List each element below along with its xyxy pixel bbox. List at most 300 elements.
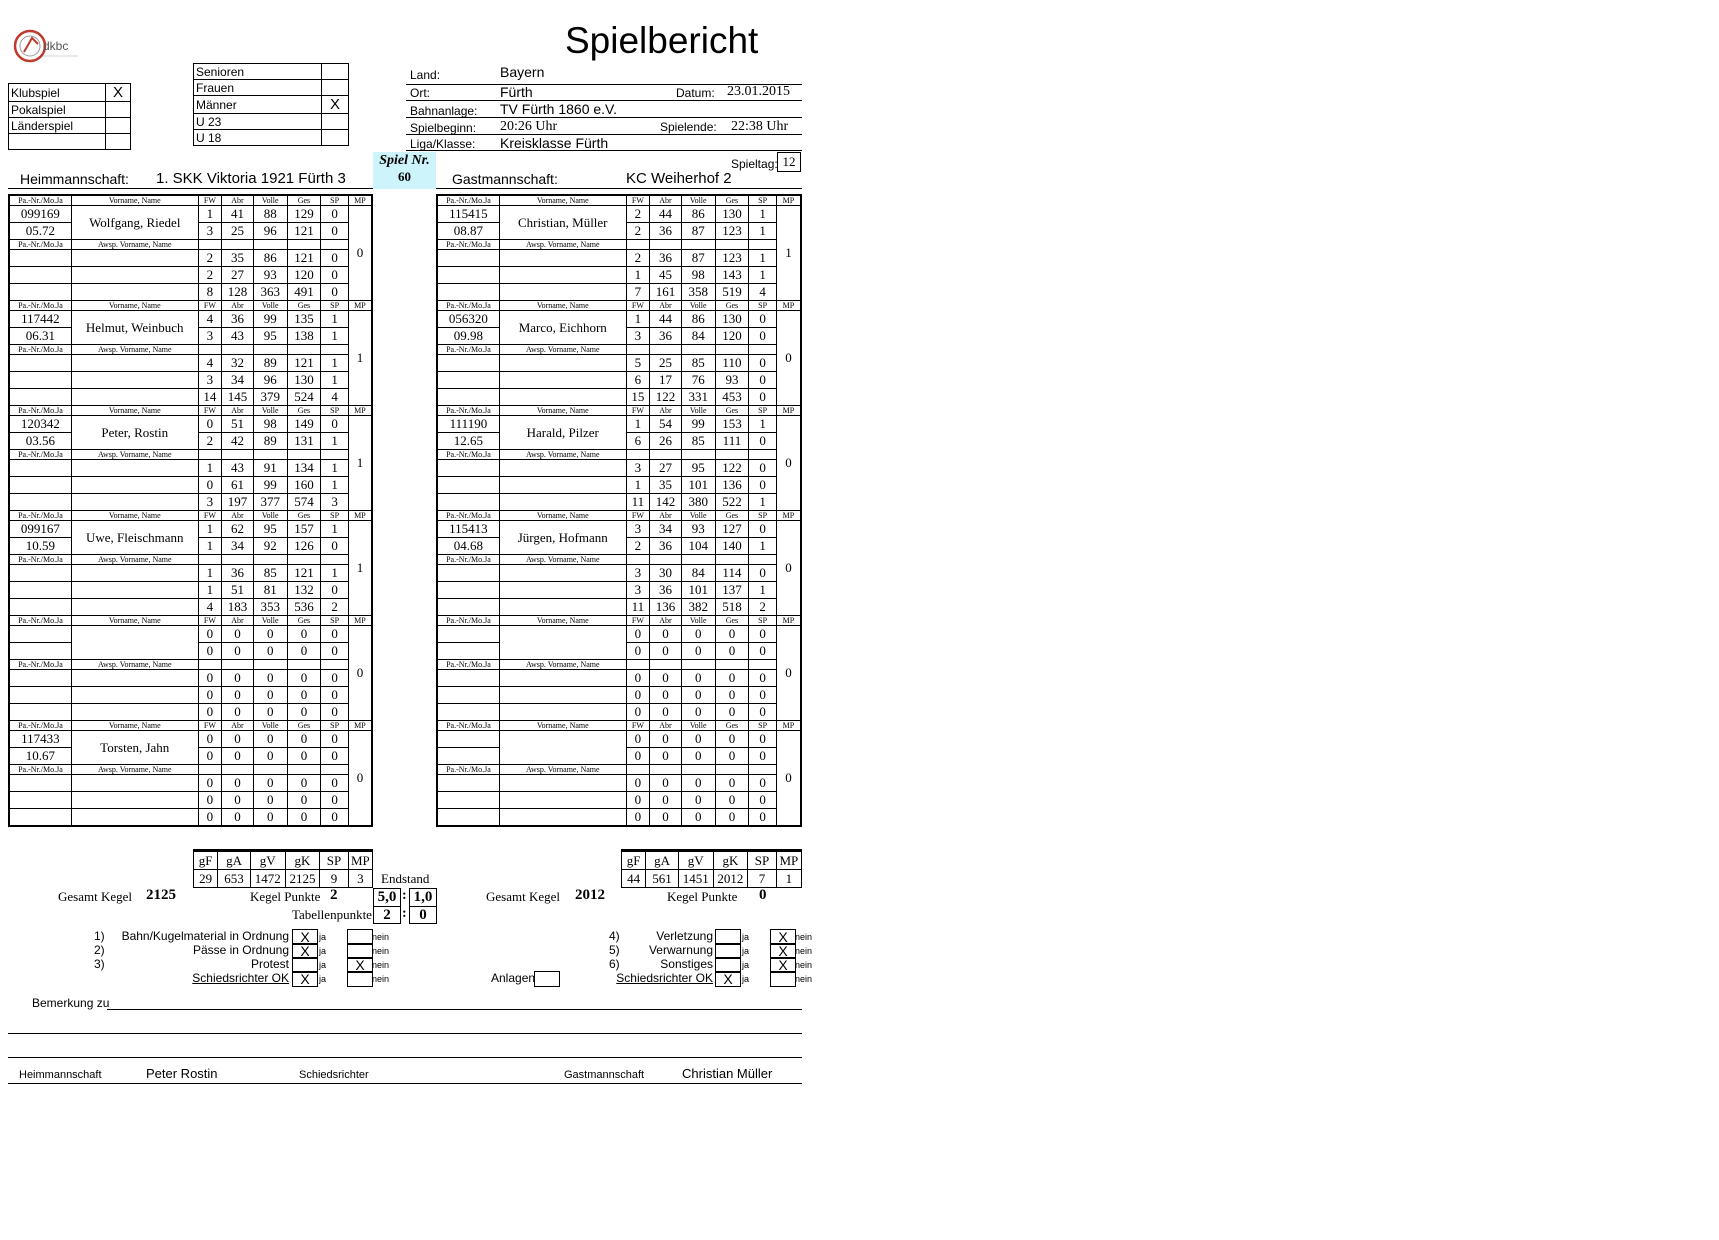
substitute-pa-nr [9, 565, 71, 582]
check-label: Bahn/Kugelmaterial in Ordnung [121, 929, 289, 943]
summary-value: 1 [776, 870, 801, 888]
col-header-name: Vorname, Name [499, 616, 626, 626]
score-cell: 0 [681, 748, 715, 765]
total-row [437, 704, 801, 721]
game-row [9, 521, 372, 538]
substitute-header-row [437, 240, 801, 250]
end-home-score: 5,0 [373, 888, 401, 907]
score-cell: 0 [681, 792, 715, 809]
summary-value: 653 [218, 870, 251, 888]
player-birth: 10.59 [9, 538, 71, 555]
score-cell: 143 [715, 267, 749, 284]
summary-value: 2012 [713, 870, 748, 888]
age-class-checkbox[interactable] [322, 114, 349, 130]
signature-line[interactable] [8, 1083, 802, 1084]
score-cell: 88 [253, 206, 287, 223]
col-header-volle: Volle [681, 406, 715, 416]
check-number: 3) [94, 957, 105, 971]
score-cell: 1 [321, 460, 349, 477]
col-header-ges: Ges [715, 511, 749, 521]
summary-value: 2125 [285, 870, 320, 888]
col-header-fw: FW [198, 721, 222, 731]
total-cell: 0 [650, 809, 682, 827]
total-cell: 358 [681, 284, 715, 301]
empty-cell [222, 240, 254, 250]
substitute-pa-nr [9, 582, 71, 599]
col-header-pa: Pa.-Nr./Mo.Ja [9, 345, 71, 355]
age-class-row [194, 96, 349, 114]
col-header-abr: Abr [650, 511, 682, 521]
game-row [437, 460, 801, 477]
remark-line[interactable] [8, 1057, 802, 1058]
score-cell: 6 [626, 372, 650, 389]
total-cell: 524 [287, 389, 321, 406]
col-header-abr: Abr [222, 406, 254, 416]
score-cell: 0 [749, 626, 777, 643]
substitute-pa-nr [9, 267, 71, 284]
game-row [9, 792, 372, 809]
score-cell: 0 [198, 670, 222, 687]
total-cell: 379 [253, 389, 287, 406]
score-cell: 3 [626, 521, 650, 538]
remark-line[interactable] [8, 1033, 802, 1034]
score-cell: 0 [222, 626, 254, 643]
empty-cell [9, 599, 71, 616]
total-cell: 1 [749, 494, 777, 511]
total-row [437, 809, 801, 827]
total-cell: 136 [650, 599, 682, 616]
player-mp: 1 [348, 521, 372, 616]
game-row [437, 687, 801, 704]
empty-cell [321, 450, 349, 460]
score-cell: 3 [626, 460, 650, 477]
col-header-pa: Pa.-Nr./Mo.Ja [437, 765, 499, 775]
game-type-row [9, 84, 131, 102]
empty-cell [437, 494, 499, 511]
substitute-name [499, 792, 626, 809]
col-header-awsp: Awsp. Vorname, Name [499, 450, 626, 460]
col-header-volle: Volle [253, 406, 287, 416]
age-class-row [194, 114, 349, 130]
player-name: Jürgen, Hofmann [499, 521, 626, 555]
summary-header: gF [622, 851, 646, 870]
score-cell: 42 [222, 433, 254, 450]
score-cell: 132 [287, 582, 321, 599]
empty-cell [437, 284, 499, 301]
score-cell: 1 [749, 582, 777, 599]
home-gesamt-value: 2125 [146, 887, 176, 903]
score-cell: 0 [198, 687, 222, 704]
summary-header: SP [320, 851, 348, 870]
ja-label: ja [742, 946, 750, 956]
game-row [9, 731, 372, 748]
score-cell: 0 [321, 748, 349, 765]
score-cell: 36 [650, 250, 682, 267]
score-cell: 0 [321, 416, 349, 433]
score-cell: 1 [198, 565, 222, 582]
empty-cell [321, 660, 349, 670]
empty-cell [71, 389, 198, 406]
score-cell: 0 [321, 792, 349, 809]
summary-header: gF [194, 851, 218, 870]
score-cell: 3 [626, 582, 650, 599]
summary-header: gA [218, 851, 251, 870]
score-cell: 0 [198, 643, 222, 660]
score-cell: 0 [626, 792, 650, 809]
col-header-fw: FW [626, 511, 650, 521]
score-cell: 120 [715, 328, 749, 345]
check-label: Schiedsrichter OK [192, 971, 289, 985]
score-cell: 86 [681, 311, 715, 328]
total-cell: 382 [681, 599, 715, 616]
liga-label: Liga/Klasse: [410, 137, 476, 151]
score-cell: 0 [287, 670, 321, 687]
total-cell: 491 [287, 284, 321, 301]
ja-checkbox[interactable]: X [715, 971, 741, 987]
home-summary-table [193, 849, 373, 888]
score-cell: 2 [198, 267, 222, 284]
empty-cell [626, 660, 650, 670]
game-row [9, 477, 372, 494]
header-row [437, 511, 801, 521]
col-header-ges: Ges [715, 616, 749, 626]
col-header-awsp: Awsp. Vorname, Name [71, 450, 198, 460]
empty-cell [321, 765, 349, 775]
total-cell: 380 [681, 494, 715, 511]
score-cell: 101 [681, 477, 715, 494]
score-cell: 2 [198, 433, 222, 450]
score-cell: 98 [253, 416, 287, 433]
age-class-label: U 23 [194, 114, 322, 130]
col-header-name: Vorname, Name [499, 301, 626, 311]
col-header-awsp: Awsp. Vorname, Name [499, 660, 626, 670]
score-cell: 0 [198, 775, 222, 792]
empty-cell [437, 389, 499, 406]
game-row [9, 460, 372, 477]
check-number: 1) [94, 929, 105, 943]
age-class-checkbox[interactable] [322, 64, 349, 80]
spiel-nr-label: Spiel Nr. [379, 153, 430, 168]
score-cell: 0 [626, 775, 650, 792]
nein-checkbox[interactable]: X [347, 957, 373, 973]
col-header-pa: Pa.-Nr./Mo.Ja [9, 406, 71, 416]
col-header-fw: FW [198, 406, 222, 416]
summary-header: gA [646, 851, 679, 870]
game-type-checkbox[interactable] [106, 118, 131, 134]
score-cell: 120 [287, 267, 321, 284]
score-cell: 136 [715, 477, 749, 494]
player-mp: 0 [348, 206, 372, 301]
empty-cell [499, 599, 626, 616]
age-class-checkbox[interactable] [322, 130, 349, 146]
total-cell: 331 [681, 389, 715, 406]
total-cell: 0 [222, 704, 254, 721]
ende-label: Spielende: [660, 120, 717, 134]
score-cell: 1 [749, 538, 777, 555]
player-pa-nr: 056320 [437, 311, 499, 328]
spieltag-label: Spieltag: [731, 157, 778, 171]
nein-checkbox[interactable]: X [770, 957, 796, 973]
col-header-mp: MP [348, 406, 372, 416]
score-cell: 3 [626, 565, 650, 582]
score-cell: 0 [321, 643, 349, 660]
header-row [437, 195, 801, 206]
age-class-checkbox[interactable]: X [322, 96, 349, 114]
bahn-value: TV Fürth 1860 e.V. [500, 101, 617, 117]
total-cell: 0 [321, 704, 349, 721]
anlagen-box[interactable] [534, 971, 560, 987]
score-cell: 121 [287, 355, 321, 372]
score-cell: 0 [626, 626, 650, 643]
score-cell: 130 [715, 311, 749, 328]
score-cell: 0 [198, 477, 222, 494]
player-name: Helmut, Weinbuch [71, 311, 198, 345]
score-cell: 3 [198, 223, 222, 240]
score-cell: 111 [715, 433, 749, 450]
empty-cell [287, 450, 321, 460]
col-header-volle: Volle [253, 195, 287, 206]
col-header-abr: Abr [650, 406, 682, 416]
score-cell: 0 [287, 626, 321, 643]
col-header-awsp: Awsp. Vorname, Name [71, 240, 198, 250]
col-header-mp: MP [348, 616, 372, 626]
datum-value: 23.01.2015 [727, 84, 790, 99]
col-header-ges: Ges [287, 301, 321, 311]
score-cell: 0 [650, 626, 682, 643]
player-mp: 0 [776, 731, 801, 827]
col-header-fw: FW [198, 616, 222, 626]
total-cell: 4 [321, 389, 349, 406]
total-row [437, 599, 801, 616]
col-header-pa: Pa.-Nr./Mo.Ja [437, 450, 499, 460]
col-header-abr: Abr [650, 195, 682, 206]
col-header-ges: Ges [287, 511, 321, 521]
game-row [9, 565, 372, 582]
age-class-label: Frauen [194, 80, 322, 96]
col-header-name: Vorname, Name [499, 406, 626, 416]
logo-text: dkbc [43, 39, 69, 53]
substitute-pa-nr [9, 792, 71, 809]
score-cell: 0 [321, 626, 349, 643]
guest-player-table [436, 194, 802, 827]
ja-checkbox[interactable]: X [292, 971, 318, 987]
col-header-ges: Ges [287, 616, 321, 626]
score-cell: 160 [287, 477, 321, 494]
age-class-checkbox[interactable] [322, 80, 349, 96]
liga-value: Kreisklasse Fürth [500, 135, 609, 151]
col-header-awsp: Awsp. Vorname, Name [71, 345, 198, 355]
empty-cell [715, 345, 749, 355]
summary-header: MP [348, 851, 372, 870]
ja-label: ja [742, 960, 750, 970]
total-cell: 0 [222, 809, 254, 827]
ende-value: 22:38 Uhr [731, 119, 789, 134]
beginn-value: 20:26 Uhr [500, 119, 558, 134]
col-header-volle: Volle [681, 301, 715, 311]
summary-value: 1451 [678, 870, 713, 888]
age-class-row [194, 130, 349, 146]
total-cell: 0 [715, 704, 749, 721]
substitute-name [71, 250, 198, 267]
empty-cell [287, 555, 321, 565]
ja-label: ja [319, 974, 327, 984]
score-cell: 0 [749, 433, 777, 450]
score-cell: 104 [681, 538, 715, 555]
score-cell: 0 [681, 775, 715, 792]
total-row [9, 809, 372, 827]
total-cell: 0 [749, 809, 777, 827]
guest-gesamt-label: Gesamt Kegel [486, 889, 561, 904]
home-label: Heimmannschaft: [20, 171, 129, 187]
player-pa-nr [437, 731, 499, 748]
total-cell: 518 [715, 599, 749, 616]
col-header-name: Vorname, Name [71, 616, 198, 626]
score-cell: 0 [222, 748, 254, 765]
nein-checkbox[interactable]: X [770, 929, 796, 945]
score-cell: 0 [650, 670, 682, 687]
guest-summary-table [621, 849, 802, 888]
summary-value-row [622, 870, 802, 888]
sig-home-label: Heimmannschaft [19, 1069, 102, 1081]
nein-checkbox[interactable] [770, 971, 796, 987]
nein-checkbox[interactable]: X [770, 943, 796, 959]
guest-team: KC Weiherhof 2 [626, 170, 732, 187]
player-mp: 0 [776, 416, 801, 511]
score-cell: 85 [681, 355, 715, 372]
age-class-table [193, 63, 349, 146]
total-cell: 0 [198, 809, 222, 827]
game-type-checkbox[interactable] [106, 102, 131, 118]
player-pa-nr [9, 626, 71, 643]
score-cell: 0 [749, 311, 777, 328]
col-header-abr: Abr [222, 616, 254, 626]
score-cell: 92 [253, 538, 287, 555]
check-number: 2) [94, 943, 105, 957]
col-header-pa: Pa.-Nr./Mo.Ja [9, 450, 71, 460]
score-cell: 93 [681, 521, 715, 538]
col-header-pa: Pa.-Nr./Mo.Ja [9, 195, 71, 206]
age-class-label: Männer [194, 96, 322, 114]
col-header-awsp: Awsp. Vorname, Name [499, 765, 626, 775]
spieltag-value: 12 [777, 152, 801, 172]
col-header-name: Vorname, Name [499, 195, 626, 206]
remark-line[interactable] [107, 1009, 802, 1010]
substitute-header-row [9, 450, 372, 460]
score-cell: 26 [650, 433, 682, 450]
col-header-ges: Ges [715, 721, 749, 731]
substitute-name [71, 565, 198, 582]
ja-checkbox[interactable]: X [292, 943, 318, 959]
summary-header: SP [748, 851, 776, 870]
col-header-pa: Pa.-Nr./Mo.Ja [437, 721, 499, 731]
game-row [437, 775, 801, 792]
score-cell: 35 [222, 250, 254, 267]
substitute-pa-nr [9, 477, 71, 494]
col-header-name: Vorname, Name [71, 721, 198, 731]
substitute-pa-nr [437, 687, 499, 704]
col-header-awsp: Awsp. Vorname, Name [499, 240, 626, 250]
score-cell: 0 [681, 731, 715, 748]
summary-value: 7 [748, 870, 776, 888]
nein-checkbox[interactable] [347, 971, 373, 987]
bemerkung-text: Bemerkung zu [32, 996, 110, 1010]
player-name: Wolfgang, Riedel [71, 206, 198, 240]
player-pa-nr: 099167 [9, 521, 71, 538]
empty-cell [437, 599, 499, 616]
summary-value: 44 [622, 870, 646, 888]
col-header-abr: Abr [650, 721, 682, 731]
col-header-ges: Ges [287, 195, 321, 206]
game-type-checkbox[interactable]: X [106, 84, 131, 102]
ja-label: ja [319, 960, 327, 970]
score-cell: 3 [198, 372, 222, 389]
empty-cell [253, 660, 287, 670]
score-cell: 0 [749, 748, 777, 765]
total-cell: 2 [749, 599, 777, 616]
empty-cell [253, 345, 287, 355]
total-cell: 14 [198, 389, 222, 406]
score-cell: 0 [321, 267, 349, 284]
empty-cell [626, 450, 650, 460]
player-name: Uwe, Fleischmann [71, 521, 198, 555]
score-cell: 51 [222, 416, 254, 433]
total-cell: 142 [650, 494, 682, 511]
substitute-name [71, 775, 198, 792]
col-header-name: Vorname, Name [499, 721, 626, 731]
page-title: Spielbericht [565, 20, 759, 61]
nein-label: nein [795, 946, 813, 956]
game-row [9, 416, 372, 433]
score-cell: 0 [321, 670, 349, 687]
score-cell: 43 [222, 328, 254, 345]
substitute-header-row [9, 555, 372, 565]
score-cell: 0 [715, 687, 749, 704]
beginn-label: Spielbeginn: [410, 121, 477, 135]
col-header-mp: MP [348, 721, 372, 731]
empty-cell [437, 809, 499, 827]
col-header-abr: Abr [222, 721, 254, 731]
header-row [9, 195, 372, 206]
substitute-name [499, 372, 626, 389]
score-cell: 86 [253, 250, 287, 267]
player-birth: 06.31 [9, 328, 71, 345]
game-type-checkbox[interactable] [106, 134, 131, 150]
score-cell: 0 [749, 477, 777, 494]
score-cell: 36 [222, 311, 254, 328]
player-name: Marco, Eichhorn [499, 311, 626, 345]
score-cell: 0 [222, 670, 254, 687]
total-cell: 0 [253, 809, 287, 827]
substitute-pa-nr [437, 565, 499, 582]
game-row [9, 670, 372, 687]
col-header-fw: FW [626, 301, 650, 311]
empty-cell [9, 494, 71, 511]
dkbc-logo [12, 28, 82, 66]
empty-cell [198, 765, 222, 775]
score-cell: 0 [681, 626, 715, 643]
score-cell: 87 [681, 223, 715, 240]
score-cell: 1 [321, 433, 349, 450]
total-cell: 183 [222, 599, 254, 616]
score-cell: 17 [650, 372, 682, 389]
ja-checkbox[interactable]: X [292, 929, 318, 945]
player-name: Harald, Pilzer [499, 416, 626, 450]
player-mp: 0 [776, 521, 801, 616]
game-row [437, 416, 801, 433]
empty-cell [681, 660, 715, 670]
empty-cell [198, 660, 222, 670]
score-cell: 0 [650, 748, 682, 765]
